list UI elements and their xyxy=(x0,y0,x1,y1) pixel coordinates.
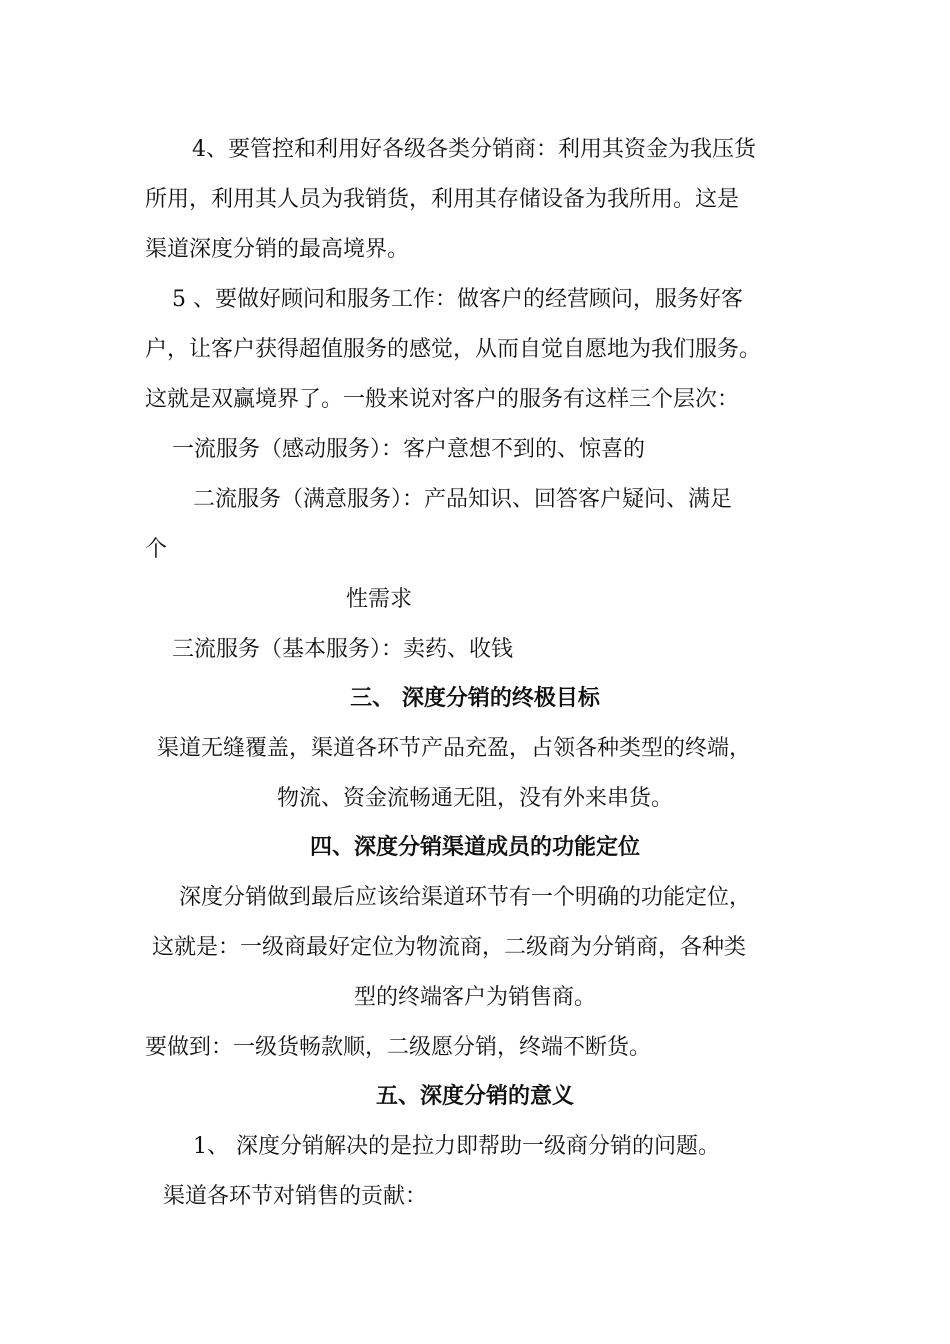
section-4-line-4: 要做到：一级货畅款顺，二级愿分销，终端不断货。 xyxy=(145,1035,652,1060)
section-4-line-2: 这就是：一级商最好定位为物流商，二级商为分销商，各种类 xyxy=(152,935,747,960)
section-5-line-2: 渠道各环节对销售的贡献： xyxy=(163,1184,428,1209)
service-level-2-line-1: 二流服务（满意服务）：产品知识、回答客户疑问、满足 xyxy=(193,487,733,512)
service-level-2-line-2: 个 xyxy=(145,537,168,562)
paragraph-4-line-1: 4、要管控和利用好各级各类分销商：利用其资金为我压货 xyxy=(192,137,756,162)
paragraph-5-line-1: 5 、要做好顾问和服务工作：做客户的经营顾问，服务好客 xyxy=(172,287,743,312)
section-heading-5: 五、深度分销的意义 xyxy=(375,1084,574,1109)
paragraph-5-line-2: 户，让客户获得超值服务的感觉，从而自觉自愿地为我们服务。 xyxy=(145,337,762,362)
section-3-line-1: 渠道无缝覆盖，渠道各环节产品充盈，占领各种类型的终端， xyxy=(157,736,752,761)
service-level-3: 三流服务（基本服务）：卖药、收钱 xyxy=(172,637,514,662)
paragraph-4-line-3: 渠道深度分销的最高境界。 xyxy=(145,237,410,262)
section-3-line-2: 物流、资金流畅通无阻，没有外来串货。 xyxy=(276,786,673,811)
section-5-item-1: 1、 深度分销解决的是拉力即帮助一级商分销的问题。 xyxy=(193,1134,720,1159)
service-level-1: 一流服务（感动服务）：客户意想不到的、惊喜的 xyxy=(172,437,646,462)
section-heading-4: 四、深度分销渠道成员的功能定位 xyxy=(309,835,640,860)
service-level-2-line-3: 性需求 xyxy=(346,587,413,612)
paragraph-4-line-2: 所用，利用其人员为我销货，利用其存储设备为我所用。这是 xyxy=(145,187,740,212)
section-4-line-3: 型的终端客户为销售商。 xyxy=(353,985,596,1010)
section-4-line-1: 深度分销做到最后应该给渠道环节有一个明确的功能定位， xyxy=(179,885,752,910)
section-heading-3: 三、 深度分销的终极目标 xyxy=(350,686,600,711)
paragraph-5-line-3: 这就是双赢境界了。一般来说对客户的服务有这样三个层次： xyxy=(145,387,740,412)
